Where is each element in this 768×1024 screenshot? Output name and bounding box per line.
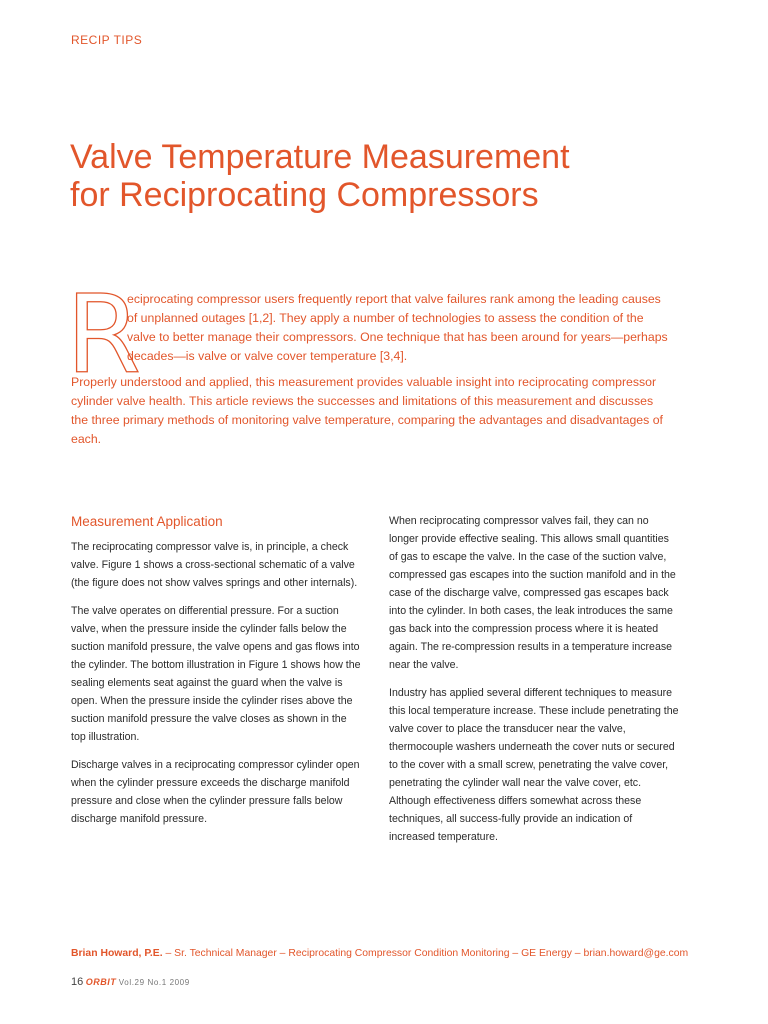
issue-info: Vol.29 No.1 2009 bbox=[118, 978, 190, 987]
section-label: RECIP TIPS bbox=[71, 33, 143, 47]
article-title bbox=[70, 138, 710, 214]
body-paragraph: The reciprocating compressor valve is, in principle, a check valve. Figure 1 shows a cross-sectional schematic of a valve (the figure does not show valves springs and other internals). bbox=[71, 541, 358, 589]
title-line-1: Valve Temperature Measurement bbox=[70, 138, 570, 176]
title-line-2: for Reciprocating Compressors bbox=[70, 176, 539, 214]
intro-paragraph-1: eciprocating compressor users frequently report that valve failures rank among the leading causes of unplanned outages [1,2]. They apply a number of technologies to assess the condition of the valve to better manage their compressors. One technique that has been around for years—perhaps decades—is valve or valve cover temperature [3,4]. bbox=[127, 292, 668, 363]
right-column bbox=[389, 512, 679, 856]
intro-paragraph-2: Properly understood and applied, this measurement provides valuable insight into reciprocating compressor cylinder valve health. This article reviews the successes and limitations of this measurement and discusses the three primary methods of monitoring valve temperature, comparing the advantages and disadvantages of each. bbox=[71, 375, 663, 446]
drop-cap: R bbox=[66, 273, 142, 398]
author-details: – Sr. Technical Manager – Reciprocating Compressor Condition Monitoring – GE Energy – brian.howard@ge.com bbox=[162, 948, 689, 959]
body-paragraph: Discharge valves in a reciprocating compressor cylinder open when the cylinder pressure exceeds the discharge manifold pressure and close when the cylinder pressure falls below discharge manifold pressure. bbox=[71, 759, 360, 825]
body-paragraph: The valve operates on differential pressure. For a suction valve, when the pressure inside the cylinder falls below the suction manifold pressure, the valve opens and gas flows into the cylinder. The bottom illustration in Figure 1 shows how the sealing elements seat against the guard when the valve is open. When the pressure inside the cylinder rises above the suction manifold pressure the valve closes as shown in the top illustration. bbox=[71, 605, 361, 743]
magazine-name: ORBIT bbox=[85, 977, 117, 987]
author-byline bbox=[71, 948, 731, 959]
body-paragraph: When reciprocating compressor valves fail, they can no longer provide effective sealing. This allows small quantities of gas to escape the valve. In the case of the suction valve, compressed gas escapes into the suction manifold and in the case of the discharge valve, compressed gas escapes back into the cylinder. In both cases, the leak introduces the same gas back into the compression process where it is heated again. The re-compression results in a temperature increase near the valve. bbox=[389, 515, 676, 671]
page-footer bbox=[71, 976, 190, 988]
page-number: 16 bbox=[71, 976, 84, 988]
section-heading: Measurement Application bbox=[71, 514, 223, 529]
author-name: Brian Howard, P.E. bbox=[71, 948, 163, 959]
left-column bbox=[71, 512, 361, 838]
intro-text bbox=[71, 290, 671, 456]
body-paragraph: Industry has applied several different techniques to measure this local temperature increase. These include penetrating the valve cover to place the transducer near the valve, thermocouple washers underneath the cover nuts or secured to the cover with a small screw, penetrating the valve cover, penetrating the cylinder wall near the valve cover, etc. Although effectiveness differs somewhat across these techniques, all success-fully provide an indication of increased temperature. bbox=[389, 687, 679, 843]
